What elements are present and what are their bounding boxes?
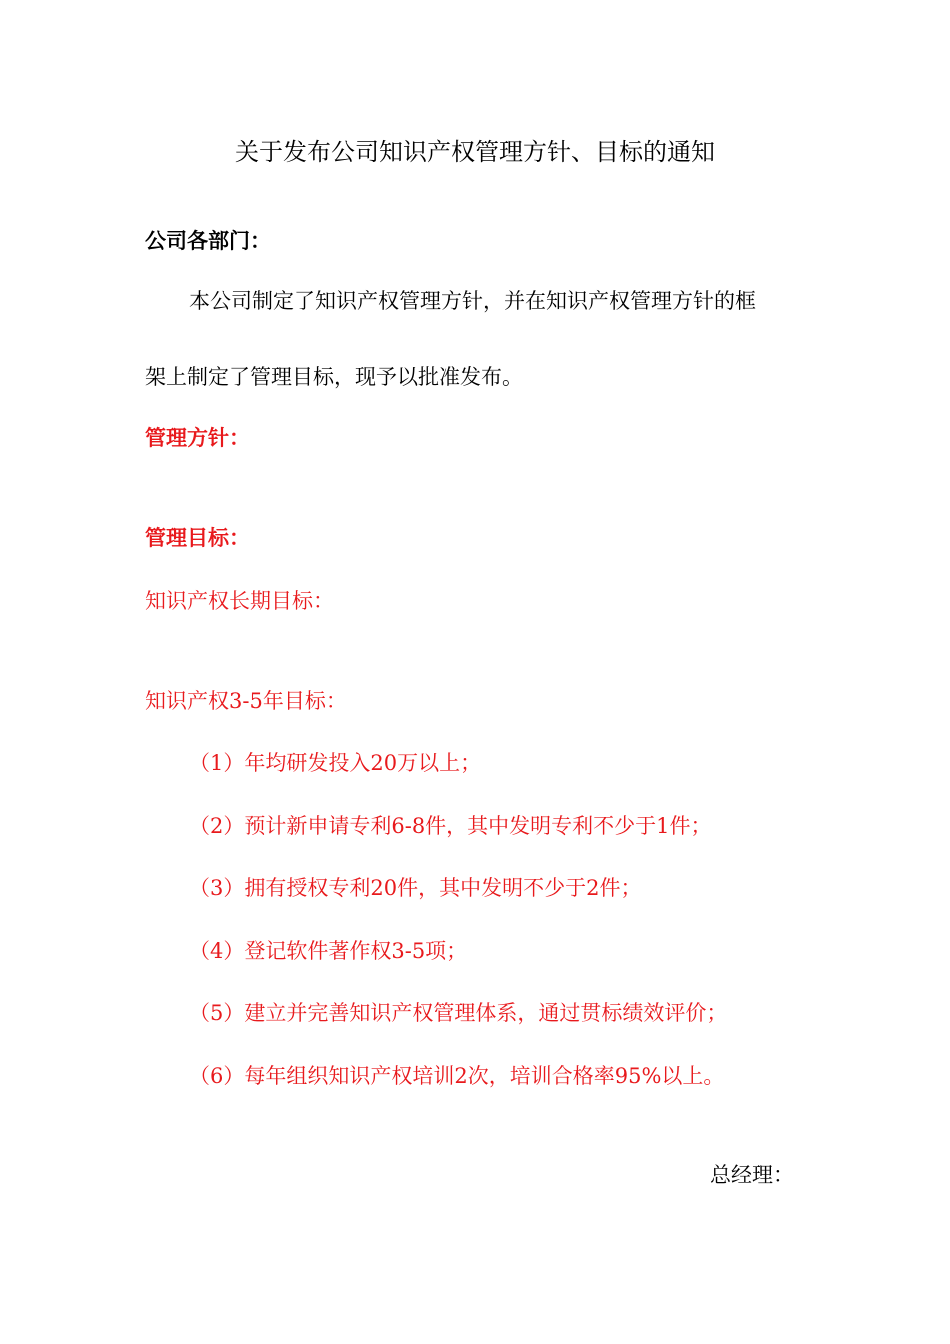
intro-paragraph-line-1: 本公司制定了知识产权管理方针，并在知识产权管理方针的框 bbox=[189, 289, 756, 313]
signature-general-manager: 总经理： bbox=[710, 1163, 794, 1187]
intro-paragraph-line-2: 架上制定了管理目标，现予以批准发布。 bbox=[145, 365, 523, 389]
goals-heading: 管理目标： bbox=[145, 526, 250, 550]
goal-item-4: （4）登记软件著作权3-5项； bbox=[189, 939, 468, 963]
goal-item-2: （2）预计新申请专利6-8件，其中发明专利不少于1件； bbox=[189, 814, 712, 838]
goal-item-3: （3）拥有授权专利20件，其中发明不少于2件； bbox=[189, 876, 642, 900]
goal-item-6: （6）每年组织知识产权培训2次，培训合格率95%以上。 bbox=[189, 1064, 725, 1088]
goal-item-1: （1）年均研发投入20万以上； bbox=[189, 751, 482, 775]
goal-item-5: （5）建立并完善知识产权管理体系，通过贯标绩效评价； bbox=[189, 1001, 728, 1025]
salutation: 公司各部门： bbox=[145, 229, 271, 253]
document-title: 关于发布公司知识产权管理方针、目标的通知 bbox=[235, 138, 715, 166]
long-term-goals-heading: 知识产权长期目标： bbox=[145, 589, 334, 613]
midterm-goals-heading: 知识产权3-5年目标： bbox=[145, 689, 347, 713]
policy-heading: 管理方针： bbox=[145, 426, 250, 450]
